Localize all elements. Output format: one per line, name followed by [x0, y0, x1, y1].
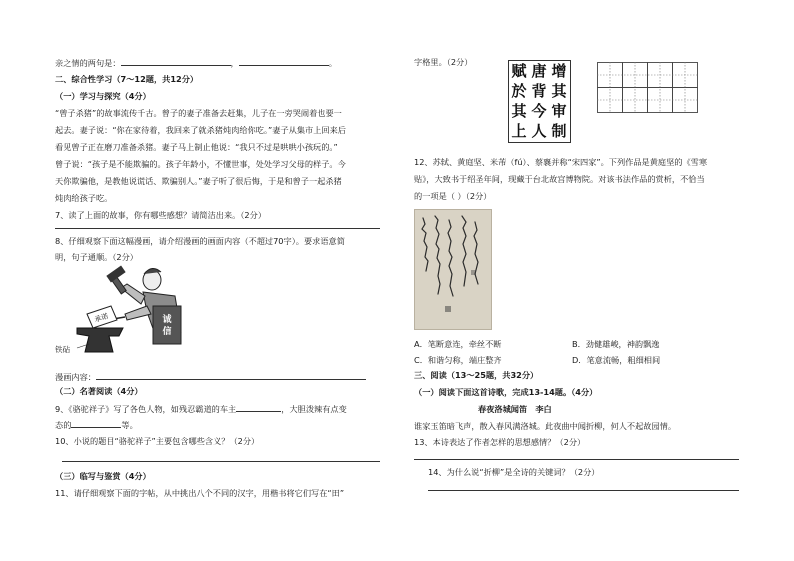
answer-blank[interactable]	[121, 57, 231, 66]
apron-text-1: 诚	[162, 315, 172, 325]
option-c[interactable]: C．和谐匀称，端庄整齐	[414, 355, 502, 365]
question-11-cont: 字格里。（2分）	[414, 57, 473, 67]
q9-text: 9、《骆驼祥子》写了各色人物，如残忍霸道的车主	[55, 404, 237, 414]
question-9	[55, 403, 347, 414]
answer-line[interactable]	[428, 490, 739, 491]
copybook	[508, 60, 571, 143]
copybook-char: 赋	[511, 62, 527, 80]
question-8-line1: 8、仔细观察下面这幅漫画，请介绍漫画的画面内容（不超过70字）。要求语意简	[55, 236, 345, 246]
subsection-3-title: （三）临写与鉴赏（4分）	[55, 471, 151, 481]
question-10: 10、小说的题目“骆驼祥子”主要包含哪些含义？（2分）	[55, 436, 260, 446]
question-13: 13、本诗表达了作者怎样的思想感情？（2分）	[414, 437, 586, 447]
option-a[interactable]: A．笔断意连，牵丝不断	[414, 339, 502, 349]
q9-end: ，大胆泼辣有点变	[281, 404, 347, 414]
copybook-char: 於	[511, 82, 527, 100]
question-11: 11、请仔细观察下面的字帖，从中挑出八个不同的汉字，用楷书将它们写在“田”	[55, 488, 345, 498]
copybook-char: 人	[531, 122, 547, 140]
answer-line[interactable]	[414, 459, 739, 460]
subsection-r1-title: （一）阅读下面这首诗歌，完成13-14题。（4分）	[414, 387, 598, 397]
story-line: 看见曾子正在磨刀准备杀猪。妻子马上制止他说：“我只不过是哄哄小孩玩的。”	[55, 142, 338, 152]
poem-text: 谁家玉笛暗飞声，散入春风满洛城。此夜曲中闻折柳，何人不起故园情。	[414, 421, 677, 431]
question-12-line2: 贴》，大致书于绍圣年间，现藏于台北故宫博物院。对该书法作品的赏析，不恰当	[414, 174, 705, 184]
question-14: 14、为什么说“折柳”是全诗的关键词？（2分）	[428, 467, 600, 477]
story-line: 曾子说：“孩子是不能欺骗的。孩子年龄小，不懂世事，处处学习父母的样子。今	[55, 159, 346, 169]
question-8-line2: 明，句子通顺。（2分）	[55, 252, 138, 262]
question-12-line1: 12、苏轼、黄庭坚、米芾（fú）、蔡襄并称“宋四家”。下列作品是黄庭坚的《雪寒	[414, 157, 708, 167]
answer-blank[interactable]	[236, 403, 281, 412]
anvil-label: 铁砧	[55, 345, 70, 354]
copybook-char: 制	[551, 122, 567, 140]
answer-blank[interactable]	[71, 419, 121, 428]
q9-l2: 态的	[55, 420, 72, 430]
copybook-char: 背	[531, 82, 547, 100]
line-1	[55, 57, 337, 68]
option-d[interactable]: D．笔意流畅，粗细相间	[572, 355, 661, 365]
story-line: 起去。妻子说：“你在家待着，我回来了就杀猪炖肉给你吃。”妻子从集市上回来后	[55, 125, 346, 135]
tian-grid[interactable]	[597, 62, 699, 114]
apron-text-2: 信	[162, 327, 172, 337]
section-3-title: 三、阅读（13～25题，共32分）	[414, 370, 539, 380]
tag-text: 承诺	[93, 312, 110, 325]
story-line: 天你欺骗他，是教他说谎话、欺骗别人。”妻子听了很后悔，于是和曾子一起杀猪	[55, 176, 342, 186]
question-7: 7、读了上面的故事，你有哪些感想？请简洁出来。（2分）	[55, 210, 267, 220]
l1-prefix: 亲之情的两句是：	[55, 58, 121, 68]
story-line: 炖肉给孩子吃。	[55, 193, 113, 203]
manhua-content-label	[55, 371, 366, 382]
question-12-line3: 的一项是（ ）（2分）	[414, 191, 492, 201]
copybook-char: 唐	[531, 62, 547, 80]
copybook-char: 增	[551, 62, 567, 80]
copybook-char: 上	[511, 122, 527, 140]
l1-end: 。	[328, 58, 337, 68]
section-2-title: 二、综合性学习（7～12题，共12分）	[55, 74, 199, 84]
calligraphy-strokes	[415, 210, 491, 329]
answer-blank[interactable]	[96, 371, 366, 380]
q9-l2-end: 等。	[121, 420, 138, 430]
story-line: “曾子杀猪”的故事流传千古。曾子的妻子准备去赶集，儿子在一旁哭闹着也要一	[55, 108, 342, 118]
copybook-char: 其	[551, 82, 567, 100]
poem-title: 春夜洛城闻笛 李白	[478, 404, 552, 414]
answer-line[interactable]	[55, 228, 380, 229]
question-9-cont	[55, 419, 138, 430]
subsection-2-title: （二）名著阅读（4分）	[55, 386, 143, 396]
option-b[interactable]: B．劲健雄峻，神韵飘逸	[572, 339, 660, 349]
cartoon-illustration	[55, 262, 190, 360]
l1-comma: ，	[230, 58, 239, 68]
copybook-char: 审	[551, 102, 567, 120]
calligraphy-image	[414, 209, 492, 330]
manhua-label: 漫画内容：	[55, 372, 96, 382]
copybook-char: 今	[531, 102, 547, 120]
answer-line[interactable]	[62, 461, 380, 462]
copybook-char: 其	[511, 102, 527, 120]
answer-blank[interactable]	[239, 57, 329, 66]
subsection-1-title: （一）学习与探究（4分）	[55, 91, 151, 101]
